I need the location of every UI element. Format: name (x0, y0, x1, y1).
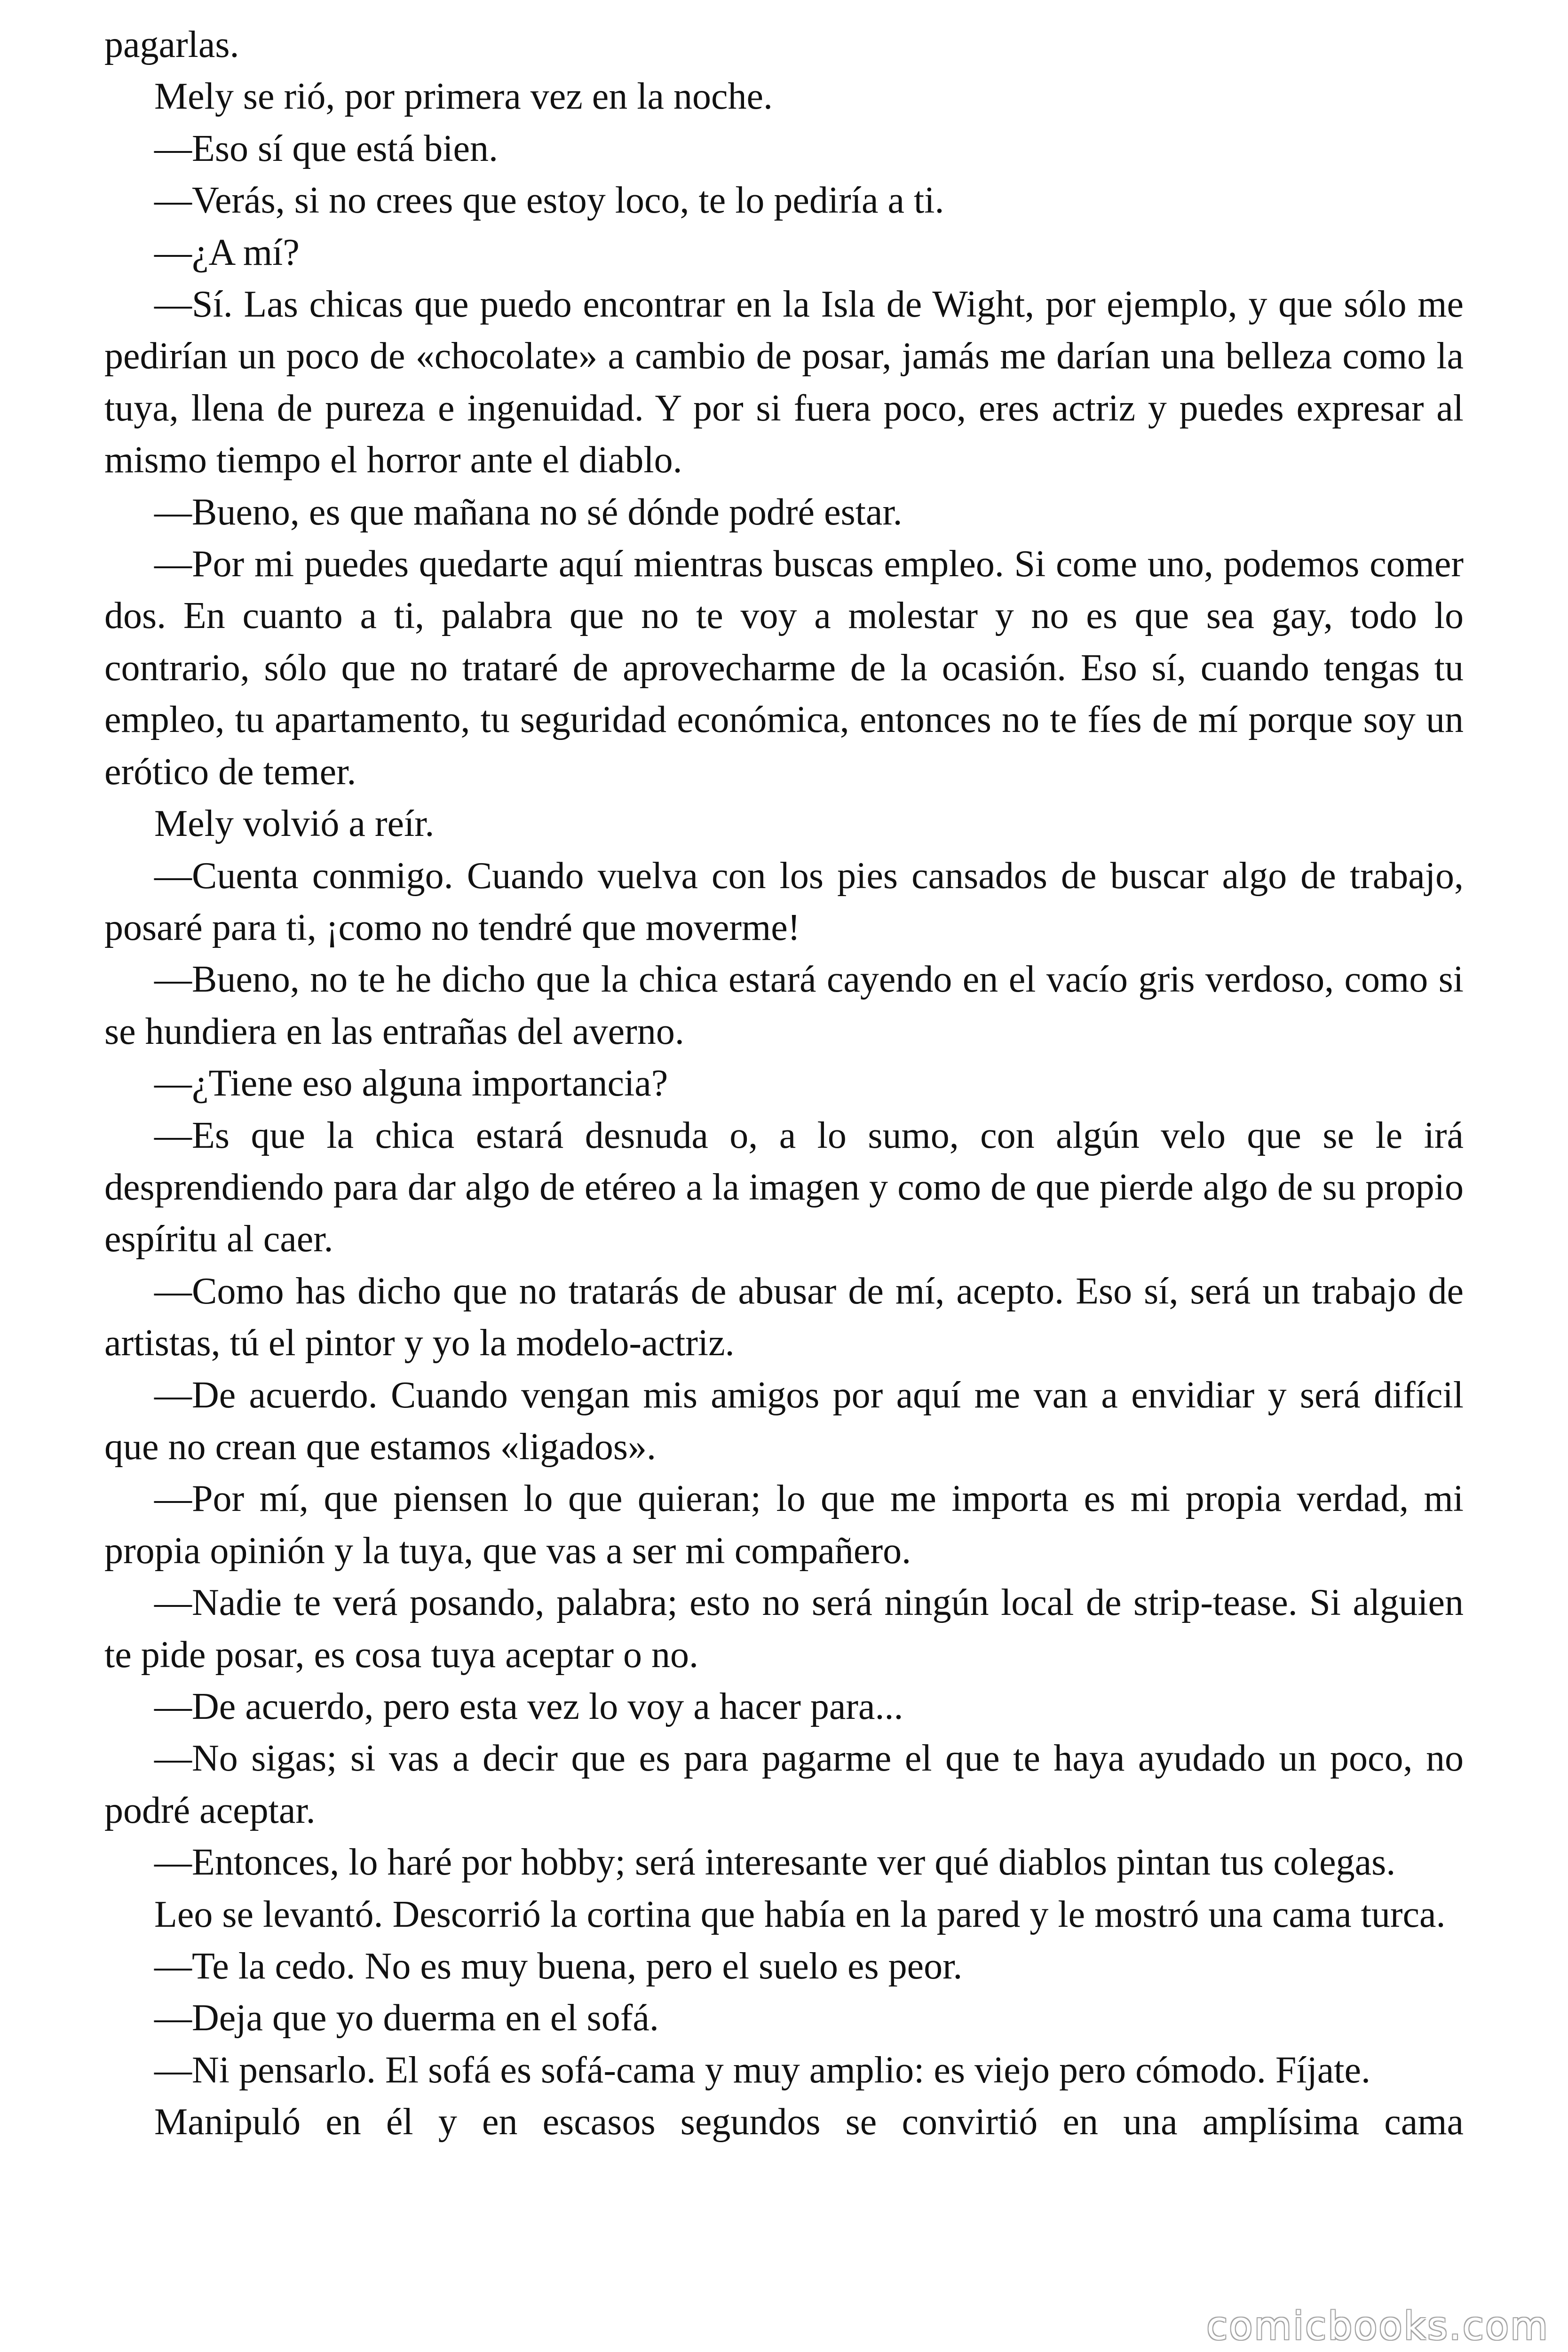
paragraph: —Te la cedo. No es muy buena, pero el suelo es peor. (154, 1946, 963, 1987)
paragraph: —Por mi puedes quedarte aquí mientras buscas empleo. Si come uno, podemos comer dos. En cuanto a ti, palabra que no te voy a molestar y no es que sea gay, todo lo contrario, sólo que no trataré de aprovecharme de la ocasión. Eso sí, cuando tengas tu empleo, tu apartamento, tu seguridad económica, entonces no te fíes de mí porque soy un erótico de temer. (104, 543, 1464, 793)
paragraph: —Bueno, es que mañana no sé dónde podré estar. (154, 491, 903, 533)
paragraph: —Por mí, que piensen lo que quieran; lo que me importa es mi propia verdad, mi propia opinión y la tuya, que vas a ser mi compañero. (104, 1478, 1464, 1572)
paragraph: —De acuerdo, pero esta vez lo voy a hacer para... (154, 1686, 903, 1727)
paragraph: —Nadie te verá posando, palabra; esto no será ningún local de strip-tease. Si alguien te pide posar, es cosa tuya aceptar o no. (104, 1582, 1464, 1676)
paragraph: —Ni pensarlo. El sofá es sofá-cama y muy amplio: es viejo pero cómodo. Fíjate. (154, 2049, 1371, 2091)
paragraph: —Sí. Las chicas que puedo encontrar en la Isla de Wight, por ejemplo, y que sólo me pedirían un poco de «chocolate» a cambio de posar, jamás me darían una belleza como la tuya, llena de pureza e ingenuidad. Y por si fuera poco, eres actriz y puedes expresar al mismo tiempo el horror ante el diablo. (104, 284, 1464, 481)
paragraph: —Como has dicho que no tratarás de abusar de mí, acepto. Eso sí, será un trabajo de artistas, tú el pintor y yo la modelo-actriz. (104, 1270, 1464, 1364)
paragraph: —Eso sí que está bien. (154, 127, 498, 169)
watermark: comicbooks.com (1206, 2304, 1549, 2349)
paragraph: —No sigas; si vas a decir que es para pagarme el que te haya ayudado un poco, no podré aceptar. (104, 1738, 1464, 1831)
body-text (104, 19, 1464, 2148)
paragraph: —Cuenta conmigo. Cuando vuelva con los pies cansados de buscar algo de trabajo, posaré para ti, ¡como no tendré que moverme! (104, 855, 1464, 948)
paragraph: pagarlas. (104, 24, 239, 65)
paragraph: —Verás, si no crees que estoy loco, te lo pediría a ti. (154, 180, 944, 222)
paragraph: Leo se levantó. Descorrió la cortina que había en la pared y le mostró una cama turca. (154, 1893, 1446, 1935)
paragraph: —Entonces, lo haré por hobby; será interesante ver qué diablos pintan tus colegas. (154, 1842, 1396, 1883)
paragraph: Mely volvió a reír. (154, 803, 435, 845)
paragraph: Manipuló en él y en escasos segundos se convirtió en una amplísima cama (154, 2101, 1464, 2143)
paragraph: —¿Tiene eso alguna importancia? (154, 1063, 668, 1104)
paragraph: Mely se rió, por primera vez en la noche. (154, 76, 773, 118)
paragraph: —Deja que yo duerma en el sofá. (154, 1997, 659, 2039)
paragraph: —Bueno, no te he dicho que la chica estará cayendo en el vacío gris verdoso, como si se hundiera en las entrañas del averno. (104, 959, 1464, 1052)
paragraph: —Es que la chica estará desnuda o, a lo sumo, con algún velo que se le irá desprendiendo para dar algo de etéreo a la imagen y como de que pierde algo de su propio espíritu al caer. (104, 1114, 1464, 1260)
paragraph: —¿A mí? (154, 231, 300, 273)
paragraph: —De acuerdo. Cuando vengan mis amigos por aquí me van a envidiar y será difícil que no crean que estamos «ligados». (104, 1374, 1464, 1468)
